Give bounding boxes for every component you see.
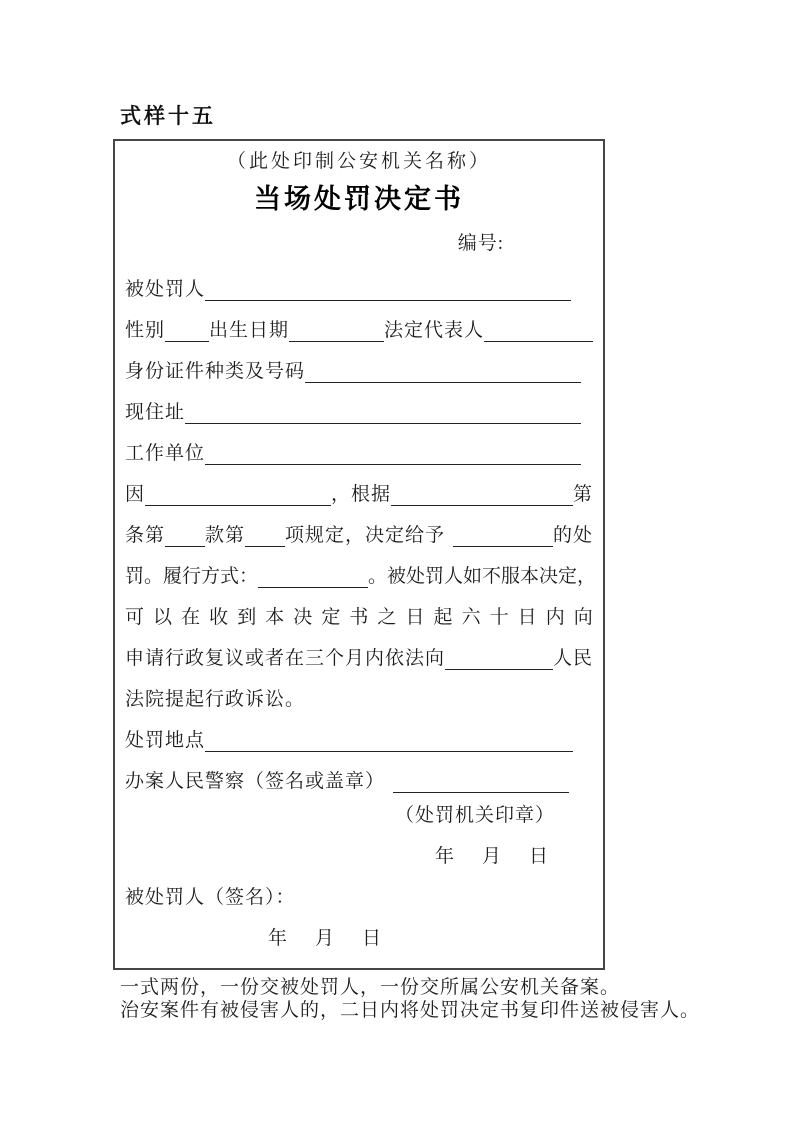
according-label: 根据 <box>351 484 392 506</box>
method-blank <box>258 564 368 588</box>
officer-signature-blank <box>393 769 569 793</box>
penalty-type-blank <box>453 523 553 547</box>
id-type-number-blank <box>305 359 581 383</box>
day-label: 日 <box>528 846 549 867</box>
because-label: 因 <box>125 484 146 506</box>
row-penalized-person <box>125 265 593 306</box>
row-seal <box>125 798 593 839</box>
footer-note-2: 治安案件有被侵害人的，二日内将处罚决定书复印件送被侵害人。 <box>120 1000 701 1021</box>
month-label: 月 <box>481 846 502 867</box>
day-label: 日 <box>362 928 383 949</box>
row-employer <box>125 429 593 470</box>
year-label: 年 <box>268 928 289 949</box>
di-label: 第 <box>572 484 593 506</box>
decision-form-box <box>113 139 605 970</box>
legal-basis-blank <box>391 482 573 506</box>
row-court-suit <box>125 675 593 716</box>
footer-note-1: 一式两份，一份交被处罚人，一份交所属公安机关备案。 <box>120 977 621 998</box>
birth-date-label: 出生日期 <box>209 320 290 342</box>
appeal-next-text: 申请行政复议或者在三个月内依法向 <box>125 648 446 670</box>
method-label: 罚。履行方式： <box>125 566 259 588</box>
court-name-blank <box>445 646 553 670</box>
row-gender-birth-rep <box>125 306 593 347</box>
id-type-number-label: 身份证件种类及号码 <box>125 361 306 383</box>
renmin-text: 人民 <box>552 648 593 670</box>
row-agency-date <box>125 839 593 880</box>
row-id-number <box>125 347 593 388</box>
de-chu-text: 的处 <box>552 525 593 547</box>
appeal-justified-text: 可 以 在 收 到 本 决 定 书 之 日 起 六 十 日 内 向 <box>125 607 593 629</box>
legal-rep-blank <box>484 318 593 342</box>
clause-blank <box>165 523 205 547</box>
comma-text: ， <box>331 484 352 506</box>
year-label: 年 <box>434 846 455 867</box>
row-signer <box>125 880 593 921</box>
item-blank <box>245 523 285 547</box>
address-label: 现住址 <box>125 402 186 424</box>
officer-label: 办案人民警察（签名或盖章） <box>125 771 386 793</box>
row-article-clause-item <box>125 511 593 552</box>
kuan-di-label: 款第 <box>205 525 246 547</box>
refuse-text: 。被处罚人如不服本决定， <box>368 566 597 588</box>
employer-blank <box>205 441 581 465</box>
court-suit-text: 法院提起行政诉讼。 <box>125 689 306 711</box>
row-officer <box>125 757 593 798</box>
footer-notes <box>120 976 720 1022</box>
seal-label: （处罚机关印章） <box>394 805 555 826</box>
document-number-label: 编号: <box>457 233 504 254</box>
reason-blank <box>145 482 331 506</box>
decision-text: 项规定，决定给予 <box>285 525 446 547</box>
sample-label: 式样十五 <box>120 105 216 128</box>
agency-name-placeholder: （此处印制公安机关名称） <box>226 151 491 172</box>
place-label: 处罚地点 <box>125 730 206 752</box>
gender-label: 性别 <box>125 320 166 342</box>
row-appeal-justified <box>125 593 593 634</box>
signer-label: 被处罚人（签名）： <box>125 887 296 908</box>
month-label: 月 <box>315 928 336 949</box>
row-signer-date <box>125 921 593 962</box>
form-title: 当场处罚决定书 <box>254 184 464 214</box>
row-place <box>125 716 593 757</box>
address-blank <box>185 400 581 424</box>
penalized-person-blank <box>205 277 571 301</box>
employer-label: 工作单位 <box>125 443 206 465</box>
tiao-di-label: 条第 <box>125 525 166 547</box>
legal-rep-label: 法定代表人 <box>384 320 485 342</box>
row-address <box>125 388 593 429</box>
row-because-according <box>125 470 593 511</box>
gender-blank <box>165 318 209 342</box>
penalized-person-label: 被处罚人 <box>125 279 206 301</box>
row-method <box>125 552 597 593</box>
birth-date-blank <box>289 318 384 342</box>
row-appeal-court <box>125 634 593 675</box>
place-blank <box>205 728 573 752</box>
